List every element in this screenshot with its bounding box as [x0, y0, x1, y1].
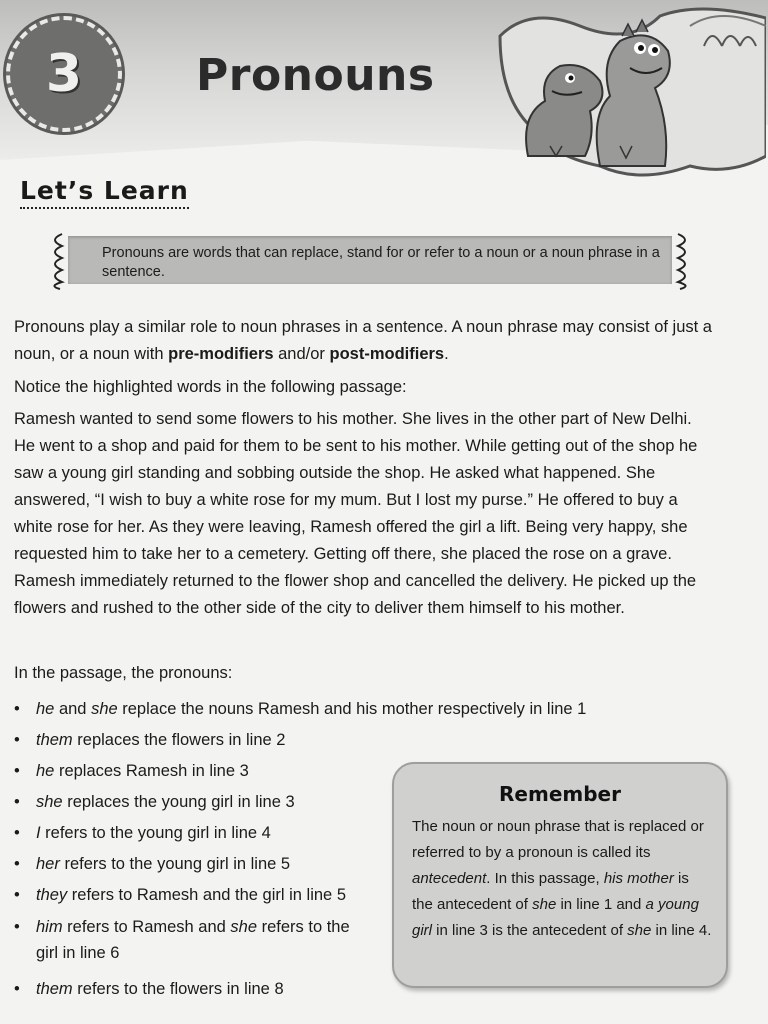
list-item: • she replaces the young girl in line 3 [14, 793, 295, 811]
remember-italic: his mother [603, 870, 674, 887]
story-passage: Ramesh wanted to send some flowers to his mother. She lives in the other part of New Delhi. He went to a shop and paid for them to be sent to his mother. While getting out of the shop he saw a young girl standing and sobbing outside the shop. He asked what happened. She answered, “I wish to buy a white rose for my mum. But I lost my purse.” He offered to buy a white rose for her. As they were leaving, Ramesh offered the girl a lift. Being very happy, she requested him to take her to a cemetery. Getting off there, she placed the rose on a grave. Ramesh immediately returned to the flower shop and cancelled the delivery. He picked up the flowers and rushed to the other side of the city to deliver them himself to his mother. [14, 410, 698, 617]
pronoun: he [36, 700, 55, 718]
pronoun: she [91, 700, 118, 718]
pronoun: her [36, 855, 60, 873]
list-intro: In the passage, the pronouns: [14, 664, 233, 682]
remember-text-part: in line 4. [651, 922, 712, 939]
item-text: replaces the young girl in line 3 [62, 793, 295, 811]
term-pre-modifiers: pre-modifiers [168, 345, 274, 363]
banner-wave-left-icon [44, 232, 68, 290]
pronoun: they [36, 886, 68, 904]
list-item: • them replaces the flowers in line 2 [14, 731, 286, 749]
item-text: replace the nouns Ramesh and his mother respectively in line 1 [117, 700, 587, 718]
list-item: • her refers to the young girl in line 5 [14, 855, 291, 873]
remember-box [392, 762, 728, 988]
list-item: • they refers to Ramesh and the girl in line 5 [14, 886, 346, 904]
remember-title: Remember [499, 782, 621, 806]
definition-banner [44, 232, 694, 290]
list-item: • I refers to the young girl in line 4 [14, 824, 271, 842]
remember-text-part: is the antecedent of [412, 870, 689, 913]
pronoun: she [230, 918, 258, 936]
remember-text-part: . In this passage, [486, 870, 604, 887]
list-item: • him refers to Ramesh and she refers to the girl in line 6 [14, 918, 350, 962]
item-text: refers to the young girl in line 4 [40, 824, 271, 842]
pronoun: I [36, 824, 41, 842]
item-text: refers to Ramesh and the girl in line 5 [67, 886, 346, 904]
item-text: refers to the flowers in line 8 [72, 980, 284, 998]
item-text: refers to Ramesh and [62, 918, 231, 936]
pronoun: them [36, 731, 73, 749]
remember-text-part: in line 1 and [556, 896, 646, 913]
item-text: refers to the young girl in line 5 [59, 855, 291, 873]
chapter-number: 3 [45, 44, 83, 104]
item-text: and [54, 700, 92, 718]
remember-italic: a young girl [412, 896, 699, 939]
remember-text [412, 814, 712, 944]
pronoun: he [36, 762, 55, 780]
intro-text-end: . [444, 345, 449, 363]
remember-italic: she [627, 922, 652, 939]
pronoun: she [36, 793, 63, 811]
section-heading: Let’s Learn [20, 176, 189, 209]
item-text: replaces Ramesh in line 3 [54, 762, 249, 780]
intro-text-middle: and/or [273, 345, 330, 363]
intro-text-start: Pronouns play a similar role to noun phrases in a sentence. A noun phrase may consist of just a noun, or a noun with [14, 318, 712, 363]
remember-italic: she [532, 896, 557, 913]
term-antecedent: antecedent [412, 870, 487, 887]
remember-text-part: in line 3 is the antecedent of [432, 922, 628, 939]
pronoun: him [36, 918, 63, 936]
pronoun: them [36, 980, 73, 998]
list-item: • he and she replace the nouns Ramesh and his mother respectively in line 1 [14, 700, 587, 718]
list-item: • them refers to the flowers in line 8 [14, 980, 284, 998]
list-item: • he replaces Ramesh in line 3 [14, 762, 249, 780]
term-post-modifiers: post-modifiers [329, 345, 445, 363]
chapter-title: Pronouns [196, 50, 435, 101]
banner-wave-right-icon [672, 232, 696, 290]
item-text: replaces the flowers in line 2 [72, 731, 286, 749]
remember-text-part: The noun or noun phrase that is replaced or referred to by a pronoun is called its [412, 818, 704, 861]
intro-paragraph [14, 314, 718, 368]
chapter-badge [6, 16, 122, 132]
dinosaur-illustration [490, 6, 766, 184]
definition-text: Pronouns are words that can replace, stand for or refer to a noun or a noun phrase in a sentence. [102, 245, 660, 280]
notice-line: Notice the highlighted words in the following passage: [14, 378, 407, 396]
item-text: refers to the girl in line 6 [36, 918, 350, 962]
